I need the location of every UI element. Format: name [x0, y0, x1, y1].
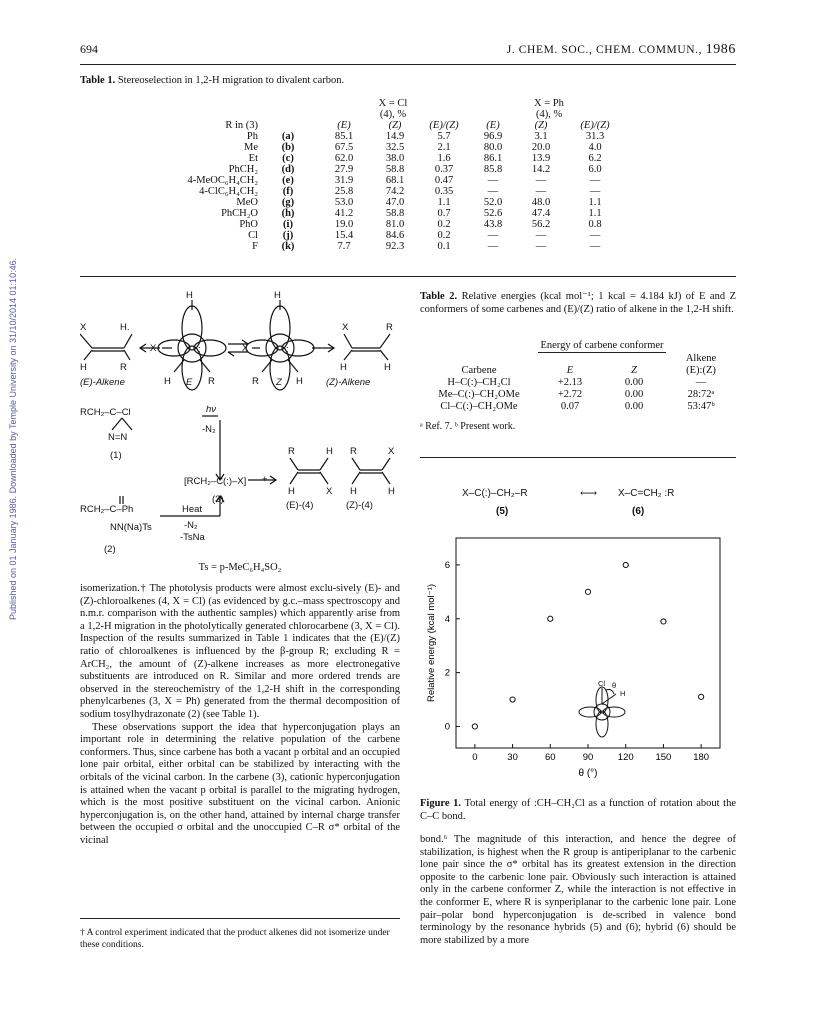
- table-cell: 14.2: [531, 164, 551, 175]
- table-cell: PhCH₂: [228, 164, 258, 175]
- table1-col-e1: (E): [337, 120, 351, 131]
- table-cell: —: [589, 230, 601, 241]
- table-cell: 80.0: [483, 142, 503, 153]
- svg-text:R: R: [350, 446, 357, 457]
- z-alkene-label: (Z)-Alkene: [326, 377, 371, 388]
- table-cell: F: [252, 241, 258, 252]
- svg-text:X: X: [342, 322, 349, 333]
- table-cell: 0.35: [434, 186, 454, 197]
- table-row: [80, 230, 736, 241]
- x-tick-label: 180: [693, 752, 710, 763]
- table-cell: 52.6: [483, 208, 503, 219]
- table2: [420, 340, 736, 432]
- table-cell: 1.1: [437, 197, 451, 208]
- right-column-text: bond.⁶ The magnitude of this interaction, and hence the degree of stabilization, is highest when the R group is antiperiplanar to the carbenic lone pair since the σ* orbital has its greatest extension in the direction opposite to the carbenic lone pair. Obviously such interaction is attained only in the carbene conformer Z, while the interaction is not effective in the conformer E, where R is synperiplanar to the carbenic lone pair. Lone pair–polar bond hyperconjugation is de-scribed in valence bond terminology by the resonance hybrids (5) and (6); hybrid (6) should be more stabilized by a more: [420, 834, 736, 946]
- svg-text:R: R: [208, 376, 215, 387]
- data-point: [623, 562, 628, 567]
- table-cell: +2.13: [557, 376, 583, 388]
- table-cell: —: [589, 175, 601, 186]
- table1-caption: [80, 74, 344, 87]
- table1-group1: X = Cl: [378, 98, 408, 109]
- table-row: [80, 186, 736, 197]
- table-row: [80, 197, 736, 208]
- table-cell: 0.00: [624, 400, 644, 412]
- y-tick-label: 4: [444, 613, 450, 625]
- minus-tsna-label: -TsNa: [180, 532, 205, 543]
- table-cell: 7.7: [337, 241, 351, 252]
- table-cell: 0.7: [437, 208, 451, 219]
- svg-text:R: R: [386, 322, 393, 333]
- table-row: [80, 153, 736, 164]
- table-cell: 53.0: [334, 197, 354, 208]
- table-cell: 74.2: [385, 186, 405, 197]
- table-cell: 41.2: [334, 208, 354, 219]
- table1-group2: X = Ph: [534, 98, 564, 109]
- ts-definition: Ts = p-MeC₆H₄SO₂: [198, 562, 282, 573]
- table-row: [420, 401, 736, 413]
- figure1-caption-text: Total energy of :CH–CH₂Cl as a function of rotation about the C–C bond.: [420, 798, 736, 822]
- svg-text:H: H: [186, 290, 193, 301]
- table-cell: MeO: [236, 197, 258, 208]
- table-cell: 31.3: [585, 131, 605, 142]
- header-rule: [80, 64, 736, 65]
- table-cell: 86.1: [483, 153, 503, 164]
- table-cell: 0.37: [434, 164, 454, 175]
- svg-text:H: H: [388, 486, 395, 497]
- table1-label: Table 1.: [80, 75, 116, 86]
- svg-text:H: H: [296, 376, 303, 387]
- table-cell: Me–C(:)–CH₂OMe: [438, 388, 520, 400]
- svg-text:θ: θ: [612, 681, 617, 690]
- svg-text:H: H: [340, 362, 347, 373]
- data-point: [661, 619, 666, 624]
- table-row: [80, 142, 736, 153]
- table1-col-ez2: (E)/(Z): [580, 120, 610, 131]
- table-cell: 6.0: [588, 164, 602, 175]
- table2-group: Energy of carbene conformer: [540, 340, 664, 351]
- table-cell: 5.7: [437, 131, 451, 142]
- table-cell: 53:47ᵇ: [687, 400, 715, 412]
- hybrid-5: X–C(:)–CH₂–R: [462, 488, 528, 499]
- table2-col-e: E: [566, 364, 574, 376]
- table-cell: 0.00: [624, 388, 644, 400]
- e-alkene-label: (E)-Alkene: [80, 377, 125, 388]
- hv-label: hν: [206, 404, 217, 415]
- table-row: [420, 389, 736, 401]
- hybrid-6: X–C=CH₂ :R: [618, 488, 675, 499]
- svg-text:X: X: [326, 486, 333, 497]
- table-cell: 58.8: [385, 208, 405, 219]
- table-cell: 85.8: [483, 164, 503, 175]
- table-cell: 38.0: [385, 153, 405, 164]
- table-row: [80, 131, 736, 142]
- table-cell: 0.1: [437, 241, 451, 252]
- compound-2-label: (2): [104, 544, 116, 555]
- table-cell: (c): [282, 153, 294, 164]
- e4-label: (E)-(4): [286, 500, 314, 511]
- table-cell: (b): [281, 142, 295, 153]
- left-column-text: [80, 583, 400, 847]
- compound-3-label: (3): [212, 494, 224, 505]
- diazirine-formula: RCH₂–C–Cl: [80, 407, 131, 418]
- table1-col-z1: (Z): [388, 120, 402, 131]
- table-cell: (d): [281, 164, 295, 175]
- table-cell: —: [535, 241, 547, 252]
- table-row: [80, 164, 736, 175]
- table1-row-header: R in (3): [225, 120, 258, 131]
- table-cell: Cl: [248, 230, 258, 241]
- table-cell: 4-ClC₆H₄CH₂: [199, 186, 258, 197]
- table1-bottom-rule: [80, 276, 736, 277]
- table2-caption: [420, 290, 736, 316]
- table-cell: (k): [281, 241, 295, 252]
- table-cell: —: [487, 241, 499, 252]
- footnote-rule: [80, 918, 400, 919]
- table-cell: Me: [244, 142, 258, 153]
- table-cell: —: [589, 241, 601, 252]
- table-cell: 56.2: [531, 219, 551, 230]
- table-cell: 3.1: [534, 131, 548, 142]
- x-tick-label: 90: [582, 752, 594, 763]
- z4-label: (Z)-(4): [346, 500, 373, 511]
- conformer-e-label: E: [186, 377, 193, 388]
- table-cell: 85.1: [334, 131, 354, 142]
- svg-text:H: H: [164, 376, 171, 387]
- svg-text:H: H: [274, 290, 281, 301]
- data-point: [585, 589, 590, 594]
- table-cell: 31.9: [334, 175, 354, 186]
- journal-name: J. CHEM. SOC., CHEM. COMMUN.,: [506, 44, 703, 56]
- figure1-caption: [420, 797, 736, 823]
- table-cell: 58.8: [385, 164, 405, 175]
- table-cell: H–C(:)–CH₂Cl: [447, 376, 511, 388]
- table-cell: —: [487, 186, 499, 197]
- table-cell: Cl–C(:)–CH₂OMe: [440, 400, 518, 412]
- table-cell: (h): [281, 208, 295, 219]
- table-cell: 2.1: [437, 142, 451, 153]
- table1-caption-text: Stereoselection in 1,2-H migration to divalent carbon.: [117, 75, 345, 86]
- carbene-formula: [RCH₂–C(:)–X]: [184, 476, 247, 487]
- table-cell: 13.9: [531, 153, 551, 164]
- table2-col-alkene: Alkene: [685, 352, 717, 364]
- reaction-scheme: [80, 290, 400, 575]
- svg-text:Cl: Cl: [598, 679, 606, 688]
- table-cell: —: [535, 186, 547, 197]
- table-cell: 0.2: [437, 230, 451, 241]
- table-row: [80, 208, 736, 219]
- minus-n2-label: -N₂: [202, 424, 216, 435]
- table-cell: PhCH₂O: [221, 208, 258, 219]
- table-cell: Ph: [246, 131, 258, 142]
- svg-text::: :: [286, 344, 289, 355]
- table-cell: (e): [282, 175, 294, 186]
- table2-bottom-rule: [420, 457, 736, 458]
- table-cell: 32.5: [385, 142, 405, 153]
- x-tick-label: 150: [655, 752, 672, 763]
- table-cell: 84.6: [385, 230, 405, 241]
- table-cell: +2.72: [557, 388, 583, 400]
- footnote-left: † A control experiment indicated that the product alkenes did not isomerize under these conditions.: [80, 928, 390, 950]
- table-cell: 52.0: [483, 197, 503, 208]
- x-tick-label: 120: [617, 752, 634, 763]
- paragraph-1: isomerization.† The photolysis products were almost exclu-sively (E)- and (Z)-chloroalkenes (4, X = Cl) (as evidenced by g.c.–mass spectroscopy and n.m.r. comparison with the authentic samples) which apparently arise from a 1,2-H migration in the photolytically generated chlorocarbene (3, X = Cl). Inspection of the results summarized in Table 1 indicates that the (E)/(Z) ratio of chloroalkenes is influenced by the β-group R; excluding R = ArCH₂, the amount of (Z)-alkene increases as more electronegative substituents are introduced on R. Similar and more ordered trends are observed in the stereochemistry of the 1,2-H shift in the corresponding phenylcarbenes (3, X = Ph) generated from the thermal decomposition of sodium tosylhydrazonate (2) (see Table 1).: [80, 583, 400, 720]
- svg-text:H: H: [288, 486, 295, 497]
- table-cell: 15.4: [334, 230, 354, 241]
- table-cell: 6.2: [588, 153, 602, 164]
- table2-caption-text: Relative energies (kcal mol⁻¹; 1 kcal = 4.184 kJ) of E and Z conformers of some carbenes and (E)/(Z) ratio of alkene in the 1,2-H shift.: [420, 291, 737, 315]
- diazirine-ring: N=N: [108, 432, 128, 443]
- compound-1-label: (1): [110, 450, 122, 461]
- figure1-chart: [420, 530, 730, 790]
- inset-orbital-icon: [579, 687, 625, 737]
- table-cell: —: [535, 230, 547, 241]
- svg-text:X: X: [80, 322, 87, 333]
- svg-text:R: R: [288, 446, 295, 457]
- svg-text:H: H: [350, 486, 357, 497]
- table-cell: 27.9: [334, 164, 354, 175]
- page-number: 694: [80, 42, 98, 56]
- table-cell: 68.1: [385, 175, 405, 186]
- svg-text:H: H: [326, 446, 333, 457]
- table-cell: 0.00: [624, 376, 644, 388]
- y-tick-label: 0: [444, 721, 450, 733]
- data-point: [699, 694, 704, 699]
- minus-n2-label-2: -N₂: [184, 520, 198, 531]
- table-row: [80, 175, 736, 186]
- journal-year: 1986: [705, 42, 736, 57]
- hybrid-5-label: (5): [496, 506, 509, 517]
- table-cell: —: [589, 186, 601, 197]
- table1-col-e2: (E): [486, 120, 500, 131]
- table-cell: 1.1: [588, 197, 602, 208]
- table-cell: —: [695, 376, 707, 388]
- data-point: [472, 724, 477, 729]
- svg-text:H: H: [384, 362, 391, 373]
- table1-col-z2: (Z): [534, 120, 548, 131]
- x-tick-label: 0: [472, 752, 478, 763]
- table-cell: 14.9: [385, 131, 405, 142]
- table-cell: 0.8: [588, 219, 602, 230]
- data-point: [548, 616, 553, 621]
- table1-group2-sub: (4), %: [536, 109, 563, 120]
- x-tick-label: 30: [507, 752, 518, 763]
- svg-text::: :: [198, 344, 201, 355]
- table-cell: 4-MeOC₆H₄CH₂: [187, 175, 258, 186]
- svg-text:H: H: [80, 362, 87, 373]
- x-tick-label: 60: [544, 752, 556, 763]
- table-cell: 48.0: [531, 197, 551, 208]
- hydrazone-formula: RCH₂–C–Ph: [80, 504, 134, 515]
- x-axis-label: θ (°): [578, 768, 598, 779]
- svg-text:R: R: [120, 362, 127, 373]
- table-cell: 4.0: [588, 142, 602, 153]
- svg-text:X: X: [388, 446, 395, 457]
- data-point: [510, 697, 515, 702]
- table-cell: 47.4: [531, 208, 551, 219]
- svg-text:R: R: [252, 376, 259, 387]
- table1-col-ez1: (E)/(Z): [429, 120, 459, 131]
- table-cell: 25.8: [334, 186, 354, 197]
- table-cell: (f): [282, 186, 294, 197]
- table-cell: 0.07: [560, 400, 580, 412]
- table1-group1-sub: (4), %: [379, 109, 407, 120]
- table-cell: 47.0: [385, 197, 405, 208]
- table-cell: 20.0: [531, 142, 551, 153]
- table2-footnote: ᵃ Ref. 7. ᵇ Present work.: [420, 420, 516, 432]
- table2-col-carbene: Carbene: [461, 364, 497, 376]
- table-cell: —: [535, 175, 547, 186]
- table-cell: —: [487, 230, 499, 241]
- svg-text:X: X: [150, 343, 157, 354]
- table-cell: —: [487, 175, 499, 186]
- table-cell: 67.5: [334, 142, 354, 153]
- table-cell: (i): [283, 219, 293, 230]
- table-cell: (g): [281, 197, 295, 208]
- table-cell: 1.1: [588, 208, 602, 219]
- journal-header: [507, 42, 736, 58]
- table2-col-alkene-ratio: (E):(Z): [686, 364, 716, 376]
- table-cell: 19.0: [334, 219, 354, 230]
- paragraph-2: These observations support the idea that hyperconjugation plays an important role in determining the relative population of the carbene conformers. Thus, since carbene has both a vacant p orbital and an occupied lone pair orbital, either orbital can be stabilized by interacting with the orbitals of the vicinal carbon. In the carbene (3), cationic hyperconjugation is attained when the vacant p orbital is parallel to the migrating hydrogen, which is the most positive substituent on the vicinal carbon. Anionic hyperconjugation is, on the other hand, attained by internal charge transfer between the occupied σ orbital and the unoccupied C–R σ* orbital of the vicinal: [80, 721, 400, 846]
- table-cell: (a): [281, 131, 295, 142]
- table-cell: 0.47: [434, 175, 454, 186]
- table-cell: PhO: [239, 219, 258, 230]
- svg-text:H.: H.: [120, 322, 130, 333]
- table1: [80, 98, 736, 252]
- hydrazone-substituent: NN(Na)Ts: [110, 522, 152, 533]
- table-cell: 0.2: [437, 219, 451, 230]
- svg-text:X: X: [242, 343, 249, 354]
- resonance-arrow-icon: ⟷: [580, 486, 598, 500]
- table-cell: (j): [282, 230, 294, 241]
- table-row: [80, 219, 736, 230]
- y-tick-label: 2: [444, 667, 450, 679]
- table-cell: 28:72ᵃ: [687, 388, 715, 400]
- table-cell: 92.3: [385, 241, 405, 252]
- svg-text:H: H: [620, 689, 626, 698]
- table2-col-z: Z: [631, 364, 637, 376]
- table-cell: 81.0: [385, 219, 405, 230]
- table2-label: Table 2.: [420, 291, 458, 302]
- table-cell: 1.6: [437, 153, 451, 164]
- table-row: [80, 241, 736, 252]
- svg-text:+: +: [262, 474, 268, 485]
- y-tick-label: 6: [444, 559, 450, 571]
- table-cell: 43.8: [483, 219, 503, 230]
- conformer-z-label: Z: [276, 377, 282, 388]
- table-cell: 96.9: [483, 131, 503, 142]
- table-cell: Et: [248, 153, 258, 164]
- heat-label: Heat: [182, 504, 203, 515]
- download-watermark: Published on 01 January 1986. Downloaded by Temple University on 31/10/2014 01:10:46.: [8, 257, 18, 620]
- table-cell: 62.0: [334, 153, 354, 164]
- table-row: [420, 377, 736, 389]
- y-axis-label: Relative energy (kcal mol⁻¹): [426, 584, 437, 702]
- figure1-label: Figure 1.: [420, 798, 462, 809]
- hybrid-6-label: (6): [632, 506, 645, 517]
